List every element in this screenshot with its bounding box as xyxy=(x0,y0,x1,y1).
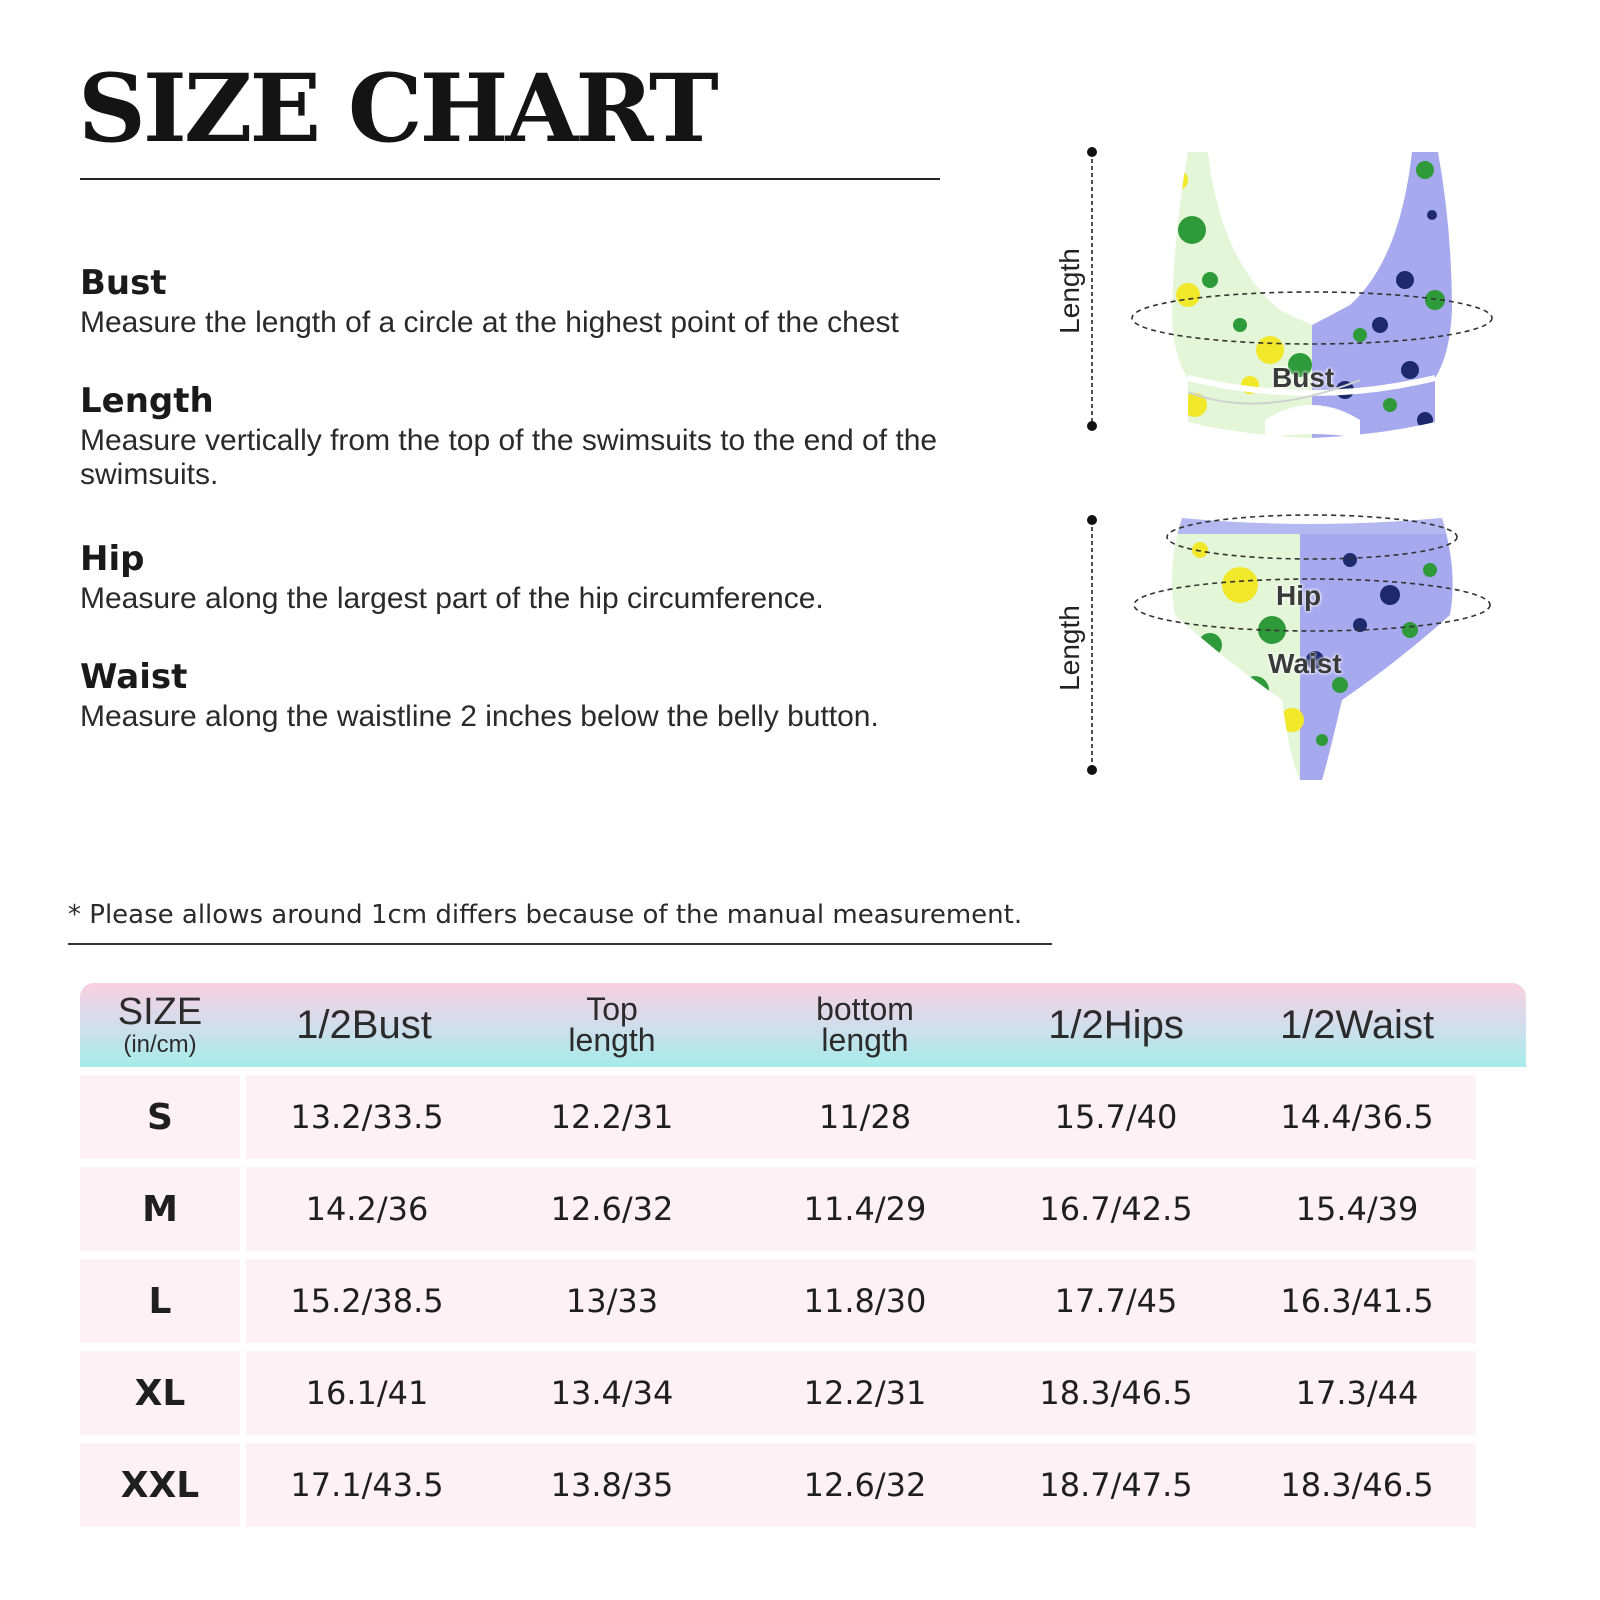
bottom-length-cell: 12.2/31 xyxy=(736,1351,994,1435)
hips-cell: 18.3/46.5 xyxy=(994,1351,1238,1435)
measurement-note: * Please allows around 1cm differs because of the manual measurement. xyxy=(68,900,1023,930)
table-row xyxy=(80,1075,1526,1159)
swimsuit-drawing xyxy=(1060,140,1520,820)
header-bottom-length xyxy=(736,990,994,1058)
header-top-length-line2: length xyxy=(568,1022,656,1058)
waist-cell: 15.4/39 xyxy=(1238,1167,1476,1251)
definition-name: Length xyxy=(80,381,214,421)
bottom-length-cell: 11.4/29 xyxy=(736,1167,994,1251)
waist-label: Waist xyxy=(1268,648,1342,679)
hips-cell: 15.7/40 xyxy=(994,1075,1238,1159)
waist-cell: 18.3/46.5 xyxy=(1238,1443,1476,1527)
definition-waist xyxy=(80,659,1010,734)
hips-cell: 16.7/42.5 xyxy=(994,1167,1238,1251)
header-top-length-line1: Top xyxy=(586,990,638,1027)
page-title: SIZE CHART xyxy=(78,54,716,164)
title-divider xyxy=(80,178,940,180)
bikini-top xyxy=(1160,140,1472,450)
definition-text: Measure vertically from the top of the swimsuits to the end of the swimsuits. xyxy=(80,424,938,491)
waist-cell: 14.4/36.5 xyxy=(1238,1075,1476,1159)
bust-cell: 14.2/36 xyxy=(246,1167,488,1251)
size-cell: L xyxy=(80,1259,240,1343)
header-bottom-length-line1: bottom xyxy=(816,990,914,1027)
bust-cell: 17.1/43.5 xyxy=(246,1443,488,1527)
header-size-unit: (in/cm) xyxy=(123,1031,197,1058)
size-table xyxy=(80,983,1526,1527)
hips-cell: 17.7/45 xyxy=(994,1259,1238,1343)
top-length-cell: 12.6/32 xyxy=(488,1167,736,1251)
definition-name: Hip xyxy=(80,539,145,579)
table-row xyxy=(80,1351,1526,1435)
bust-label: Bust xyxy=(1272,362,1335,393)
definition-name: Bust xyxy=(80,263,167,303)
header-hips: 1/2Hips xyxy=(1048,1002,1184,1047)
top-length-cell: 12.2/31 xyxy=(488,1075,736,1159)
table-row xyxy=(80,1259,1526,1343)
hips-cell: 18.7/47.5 xyxy=(994,1443,1238,1527)
bottom-length-cell: 11/28 xyxy=(736,1075,994,1159)
header-bust: 1/2Bust xyxy=(296,1002,432,1047)
definition-text: Measure along the largest part of the hip circumference. xyxy=(80,582,824,616)
size-cell: S xyxy=(80,1075,240,1159)
swimsuit-illustration xyxy=(1054,140,1520,820)
size-cell: XL xyxy=(80,1351,240,1435)
bust-cell: 13.2/33.5 xyxy=(246,1075,488,1159)
size-cell: XXL xyxy=(80,1443,240,1527)
top-length-cell: 13/33 xyxy=(488,1259,736,1343)
size-cell: M xyxy=(80,1167,240,1251)
bust-cell: 16.1/41 xyxy=(246,1351,488,1435)
header-size xyxy=(80,993,240,1057)
bottom-length-cell: 11.8/30 xyxy=(736,1259,994,1343)
definition-name: Waist xyxy=(80,657,188,697)
header-top-length xyxy=(488,990,736,1058)
top-length-cell: 13.8/35 xyxy=(488,1443,736,1527)
definition-text: Measure the length of a circle at the highest point of the chest xyxy=(80,306,899,340)
bottom-length-cell: 12.6/32 xyxy=(736,1443,994,1527)
note-divider xyxy=(68,943,1052,945)
table-row xyxy=(80,1443,1526,1527)
definition-text: Measure along the waistline 2 inches below the belly button. xyxy=(80,700,879,734)
top-length-cell: 13.4/34 xyxy=(488,1351,736,1435)
top-length-label: Length xyxy=(1054,248,1085,334)
header-size-label: SIZE xyxy=(117,991,203,1033)
definition-length xyxy=(80,383,1010,492)
waist-cell: 17.3/44 xyxy=(1238,1351,1476,1435)
table-header xyxy=(80,983,1526,1067)
header-waist: 1/2Waist xyxy=(1279,1002,1435,1047)
definition-hip xyxy=(80,541,1010,616)
bottom-length-label: Length xyxy=(1054,605,1085,691)
hip-label: Hip xyxy=(1276,580,1322,611)
definition-bust xyxy=(80,265,1010,340)
waist-cell: 16.3/41.5 xyxy=(1238,1259,1476,1343)
header-bottom-length-line2: length xyxy=(821,1022,909,1058)
bust-cell: 15.2/38.5 xyxy=(246,1259,488,1343)
table-row xyxy=(80,1167,1526,1251)
